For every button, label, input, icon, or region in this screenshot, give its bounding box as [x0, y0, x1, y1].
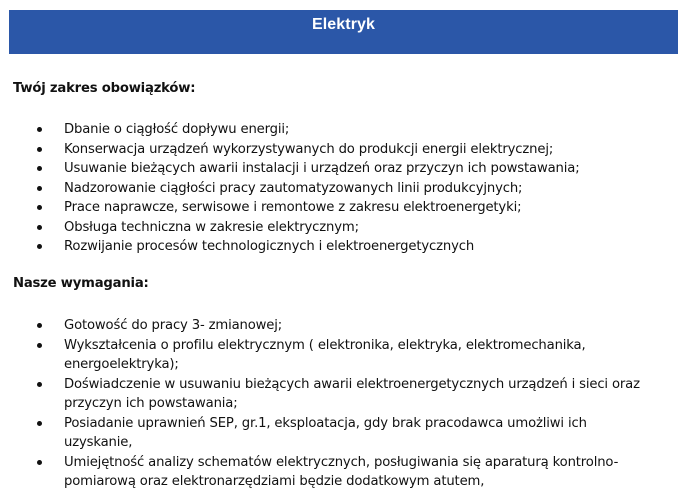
bullet-icon — [37, 205, 42, 210]
list-item — [0, 414, 692, 453]
list-item — [0, 198, 692, 218]
bullet-icon — [37, 382, 42, 387]
list-item — [0, 159, 692, 179]
list-item-text: Doświadczenie w usuwaniu bieżących awarii elektroenergetycznych urządzeń i sieci oraz przyczyn ich powstawania; — [64, 376, 640, 411]
list-item-text: Prace naprawcze, serwisowe i remontowe z zakresu elektroenergetyki; — [64, 200, 522, 215]
requirements-heading: Nasze wymagania: — [13, 276, 149, 291]
list-item-text: Dbanie o ciągłość dopływu energii; — [64, 122, 290, 137]
list-item — [0, 120, 692, 140]
list-item — [0, 218, 692, 238]
responsibilities-list — [0, 120, 692, 257]
list-item-text: Wykształcenia o profilu elektrycznym ( elektronika, elektryka, elektromechanika, energoelektryka); — [64, 337, 586, 372]
list-item-text: Umiejętność analizy schematów elektrycznych, posługiwania się aparaturą kontrolno-pomiarową oraz elektronarzędziami będzie dodatkowym atutem, — [64, 454, 619, 489]
list-item-text: Gotowość do pracy 3- zmianowej; — [64, 318, 283, 333]
list-item — [0, 316, 692, 336]
bullet-icon — [37, 323, 42, 328]
job-title-banner — [9, 10, 678, 54]
bullet-icon — [37, 343, 42, 348]
list-item-text: Obsługa techniczna w zakresie elektrycznym; — [64, 219, 359, 235]
requirements-list — [0, 316, 692, 492]
list-item-text: Konserwacja urządzeń wykorzystywanych do produkcji energii elektrycznej; — [64, 141, 554, 157]
list-item — [0, 140, 692, 160]
bullet-icon — [37, 421, 42, 426]
list-item — [0, 336, 692, 375]
bullet-icon — [37, 186, 42, 191]
bullet-icon — [37, 166, 42, 171]
list-item-text: Nadzorowanie ciągłości pracy zautomatyzowanych linii produkcyjnych; — [64, 180, 523, 196]
list-item-text: Usuwanie bieżących awarii instalacji i urządzeń oraz przyczyn ich powstawania; — [64, 161, 580, 176]
list-item-text: Rozwijanie procesów technologicznych i elektroenergetycznych — [64, 239, 475, 254]
bullet-icon — [37, 147, 42, 152]
responsibilities-heading: Twój zakres obowiązków: — [13, 81, 196, 96]
bullet-icon — [37, 225, 42, 230]
list-item — [0, 179, 692, 199]
list-item-text: Posiadanie uprawnień SEP, gr.1, eksploatacja, gdy brak pracodawca umożliwi ich uzyskanie, — [64, 415, 587, 450]
bullet-icon — [37, 460, 42, 465]
list-item — [0, 375, 692, 414]
page-title: Elektryk — [311, 16, 376, 33]
list-item — [0, 453, 692, 492]
bullet-icon — [37, 127, 42, 132]
bullet-icon — [37, 244, 42, 249]
list-item — [0, 237, 692, 257]
